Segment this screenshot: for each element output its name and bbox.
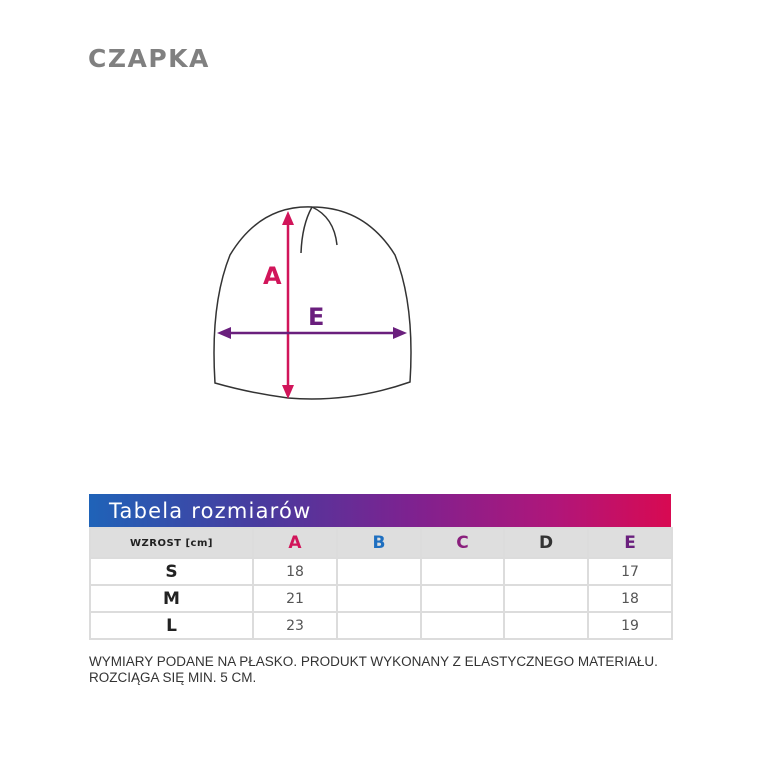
cell-c (421, 612, 504, 639)
cell-e: 18 (588, 585, 672, 612)
cell-e: 17 (588, 558, 672, 585)
column-header-row (90, 528, 672, 558)
measurement-note (89, 654, 658, 686)
note-line-1: WYMIARY PODANE NA PŁASKO. PRODUKT WYKONANY Z ELASTYCZNEGO MATERIAŁU. (89, 654, 658, 669)
cell-e: 19 (588, 612, 672, 639)
page-title: CZAPKA (88, 44, 210, 73)
table-row (90, 558, 672, 585)
column-header-wzrost: WZROST [cm] (90, 528, 253, 558)
hat-fold-right (312, 207, 337, 245)
column-header-a: A (253, 528, 337, 558)
cell-c (421, 585, 504, 612)
cell-d (504, 612, 588, 639)
size-cell: S (90, 558, 253, 585)
cell-c (421, 558, 504, 585)
cell-a: 23 (253, 612, 337, 639)
cell-d (504, 585, 588, 612)
arrow-a-icon (282, 211, 294, 399)
column-header-b: B (337, 528, 421, 558)
label-e: E (308, 303, 325, 331)
cell-a: 18 (253, 558, 337, 585)
hat-diagram (200, 195, 430, 410)
table-row (90, 612, 672, 639)
size-cell: M (90, 585, 253, 612)
column-header-e: E (588, 528, 672, 558)
column-header-c: C (421, 528, 504, 558)
cell-b (337, 585, 421, 612)
cell-b (337, 558, 421, 585)
table-row (90, 585, 672, 612)
size-cell: L (90, 612, 253, 639)
cell-b (337, 612, 421, 639)
label-a: A (263, 262, 282, 290)
column-header-d: D (504, 528, 588, 558)
cell-d (504, 558, 588, 585)
cell-a: 21 (253, 585, 337, 612)
size-table-title: Tabela rozmiarów (89, 494, 671, 527)
size-table (89, 494, 671, 640)
note-line-2: ROZCIĄGA SIĘ MIN. 5 CM. (89, 670, 257, 685)
hat-fold-left (301, 207, 312, 253)
